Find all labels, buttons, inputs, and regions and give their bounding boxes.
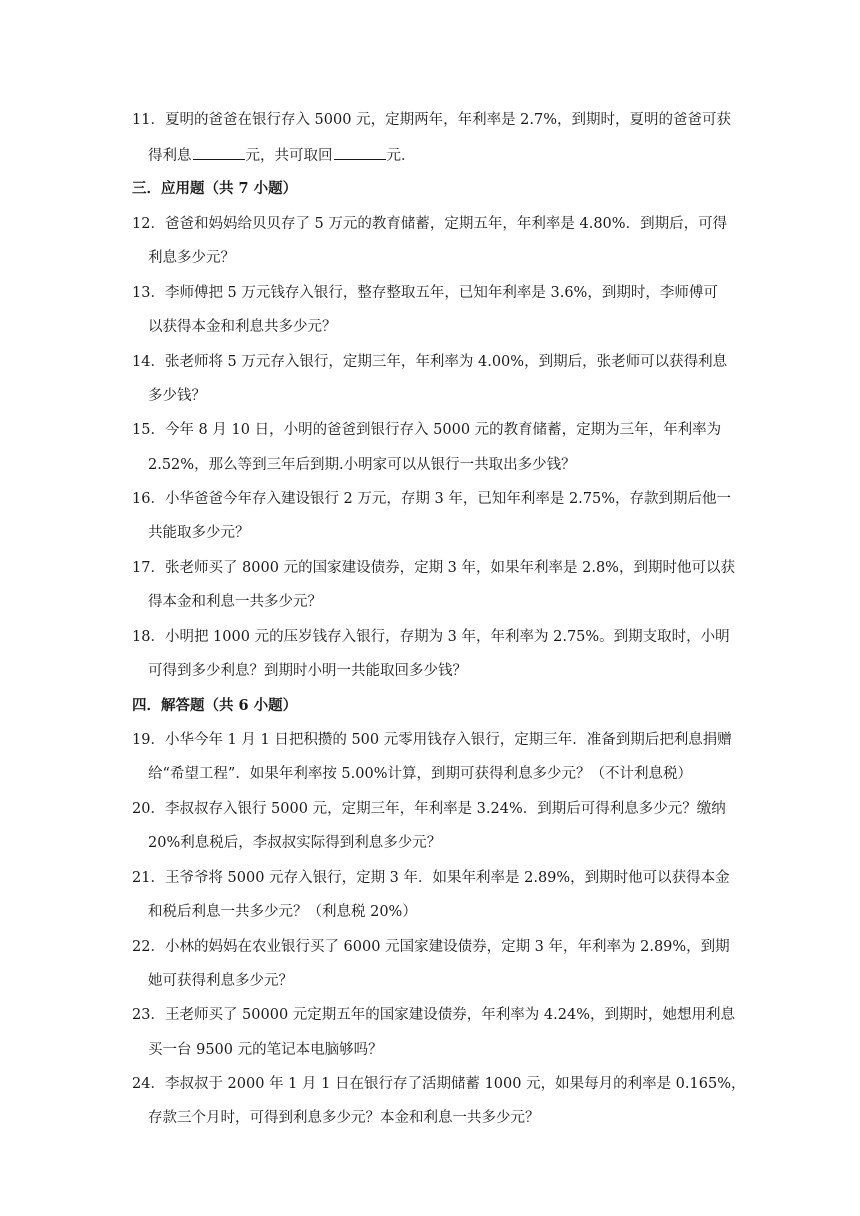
question-22-line-2: 她可获得利息多少元？ — [148, 973, 293, 989]
question-17-line-2: 得本金和利息一共多少元？ — [148, 594, 322, 610]
question-19-line-1: 19．小华今年 1 月 1 日把积攒的 500 元零用钱存入银行，定期三年．准备到期后把利息捐赠 — [132, 732, 732, 748]
question-18-line-2: 可得到多少利息？到期时小明一共能取回多少钱？ — [148, 663, 467, 679]
question-13-line-1: 13．李师傅把 5 万元钱存入银行，整存整取五年，已知年利率是 3.6%，到期时，李师傅可 — [132, 285, 718, 301]
question-16-line-2: 共能取多少元？ — [148, 525, 250, 541]
question-23-line-1: 23．王老师买了 50000 元定期五年的国家建设债券，年利率为 4.24%，到期时，她想用利息 — [132, 1007, 735, 1023]
question-20-line-2: 20%利息税后，李叔叔实际得到利息多少元？ — [148, 835, 442, 851]
q11-text-3: 元． — [386, 148, 416, 164]
section-heading-4: 四．解答题（共 6 小题） — [132, 697, 298, 714]
q11-text-1: 得利息 — [148, 148, 192, 164]
question-16-line-1: 16．小华爸爸今年存入建设银行 2 万元，存期 3 年，已知年利率是 2.75%，存款到期后他一 — [132, 491, 732, 507]
question-15-line-1: 15．今年 8 月 10 日，小明的爸爸到银行存入 5000 元的教育储蓄，定期为三年，年利率为 — [132, 422, 722, 438]
question-19-line-2: 给“希望工程”．如果年利率按 5.00%计算，到期可获得利息多少元？（不计利息税） — [148, 766, 692, 782]
answer-blank-total[interactable] — [334, 145, 386, 160]
question-12-line-1: 12．爸爸和妈妈给贝贝存了 5 万元的教育储蓄，定期五年，年利率是 4.80%．到期后，可得 — [132, 216, 728, 232]
answer-blank-interest[interactable] — [193, 145, 245, 160]
question-23-line-2: 买一台 9500 元的笔记本电脑够吗？ — [148, 1042, 383, 1058]
question-24-line-1: 24．李叔叔于 2000 年 1 月 1 日在银行存了活期储蓄 1000 元，如果每月的利率是 0.165%， — [132, 1076, 746, 1092]
q11-text-2: 元，共可取回 — [245, 148, 333, 164]
question-24-line-2: 存款三个月时，可得到利息多少元？本金和利息一共多少元？ — [148, 1110, 540, 1126]
question-12-line-2: 利息多少元？ — [148, 250, 235, 266]
question-14-line-1: 14．张老师将 5 万元存入银行，定期三年，年利率为 4.00%，到期后，张老师可以获得利息 — [132, 354, 728, 370]
question-15-line-2: 2.52%，那么等到三年后到期.小明家可以从银行一共取出多少钱？ — [148, 457, 576, 473]
question-21-line-1: 21．王爷爷将 5000 元存入银行，定期 3 年．如果年利率是 2.89%，到期时他可以获得本金 — [132, 870, 730, 886]
question-22-line-1: 22．小林的妈妈在农业银行买了 6000 元国家建设债券，定期 3 年，年利率为 2.89%，到期 — [132, 939, 730, 955]
section-heading-3: 三．应用题（共 7 小题） — [132, 180, 298, 197]
question-13-line-2: 以获得本金和利息共多少元？ — [148, 319, 337, 335]
question-18-line-1: 18．小明把 1000 元的压岁钱存入银行，存期为 3 年，年利率为 2.75%。到期支取时，小明 — [132, 629, 730, 645]
question-20-line-1: 20．李叔叔存入银行 5000 元，定期三年，年利率是 3.24%．到期后可得利息多少元？缴纳 — [132, 801, 726, 817]
question-11-line-1: 11．夏明的爸爸在银行存入 5000 元，定期两年，年利率是 2.7%，到期时，夏明的爸爸可获 — [132, 112, 732, 128]
question-14-line-2: 多少钱？ — [148, 388, 206, 404]
question-17-line-1: 17．张老师买了 8000 元的国家建设债券，定期 3 年，如果年利率是 2.8%，到期时他可以获 — [132, 560, 735, 576]
question-11-line-2 — [148, 145, 416, 166]
question-21-line-2: 和税后利息一共多少元？（利息税 20%） — [148, 904, 417, 920]
